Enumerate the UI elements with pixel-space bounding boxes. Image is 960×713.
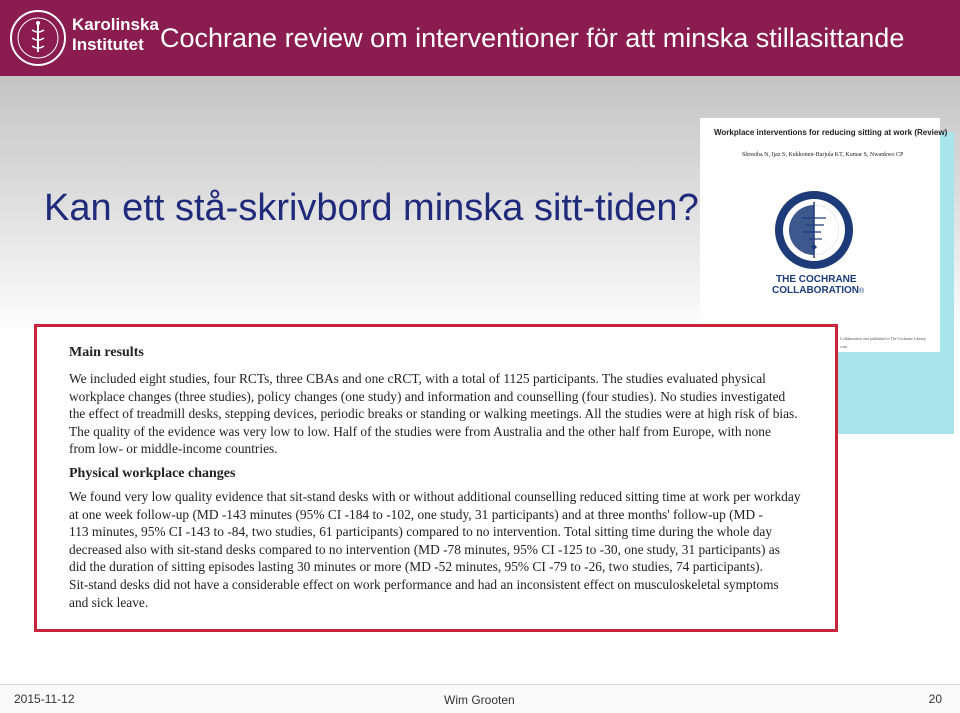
footer-date: 2015-11-12 bbox=[14, 692, 75, 706]
excerpt-line: at one week follow-up (MD -143 minutes (95% CI -184 to -102, one study, 31 participants) and at three months' follow-up (MD - bbox=[69, 506, 763, 522]
review-cover-title: Workplace interventions for reducing sitting at work (Review) bbox=[714, 128, 948, 137]
excerpt-paragraph-1 bbox=[69, 370, 798, 458]
slide-question: Kan ett stå-skrivbord minska sitt-tiden? bbox=[44, 187, 699, 229]
registered-mark: ® bbox=[859, 288, 865, 295]
review-cover-note: Collaboration and published in The Cochrane Library bbox=[840, 336, 926, 341]
cochrane-logo-icon bbox=[772, 188, 856, 272]
slide-title: Cochrane review om interventioner för att minska stillasittande bbox=[160, 23, 905, 53]
excerpt-line: 113 minutes, 95% CI -143 to -84, two studies, 61 participants) compared to no intervention. Total sitting time during the whole day bbox=[69, 524, 773, 540]
slide-number: 20 bbox=[928, 692, 942, 706]
karolinska-logo bbox=[8, 8, 159, 70]
review-cover-image bbox=[700, 118, 948, 352]
excerpt-line: Sit-stand desks did not have a considerable effect on work performance and had an inconsistent effect on musculoskeletal symptoms bbox=[69, 576, 779, 592]
slide-footer bbox=[0, 684, 960, 713]
slide-header bbox=[0, 0, 960, 76]
karolinska-seal-icon bbox=[8, 8, 68, 68]
excerpt-line: from low- or middle-income countries. bbox=[69, 441, 278, 457]
excerpt-paragraph-2 bbox=[69, 488, 801, 611]
footer-author: Wim Grooten bbox=[444, 693, 515, 707]
excerpt-subheading: Physical workplace changes bbox=[69, 465, 236, 481]
logo-text-line2: Institutet bbox=[72, 35, 144, 54]
excerpt-line: the effect of treadmill desks, stepping devices, periodic breaks or standing or walking meetings. All the studies were at high risk of bias. bbox=[69, 406, 798, 422]
cochrane-org-line2 bbox=[772, 285, 864, 296]
cochrane-org-line2-text: COLLABORATION bbox=[772, 285, 860, 296]
excerpt-line: We found very low quality evidence that sit-stand desks with or without additional counselling reduced sitting time at work per workday bbox=[69, 488, 801, 504]
excerpt-line: workplace changes (three studies), policy changes (one study) and information and counselling (four studies). No studies investigated bbox=[69, 388, 786, 404]
main-results-excerpt bbox=[34, 324, 838, 632]
excerpt-line: did the duration of sitting episodes lasting 30 minutes or more (MD -52 minutes, 95% CI -79 to -26, two studies, 74 participants). bbox=[69, 559, 763, 575]
excerpt-line: and sick leave. bbox=[69, 594, 149, 610]
excerpt-line: We included eight studies, four RCTs, three CBAs and one cRCT, with a total of 1125 participants. The studies evaluated physical bbox=[69, 371, 766, 386]
cochrane-org-line1: THE COCHRANE bbox=[776, 274, 857, 285]
review-cover-authors: Shrestha N, Ijaz S, Kukkonen-Harjula KT, Kumar S, Nwankwo CP bbox=[742, 152, 904, 158]
logo-text-line1: Karolinska bbox=[72, 15, 159, 34]
excerpt-line: The quality of the evidence was very low to low. Half of the studies were from Australia and the other half from Europe, with none bbox=[69, 423, 771, 439]
excerpt-line: decreased also with sit-stand desks compared to no intervention (MD -78 minutes, 95% CI -125 to -30, one study, 31 participants) as bbox=[69, 541, 780, 557]
excerpt-heading: Main results bbox=[69, 345, 144, 360]
review-cover-note-2: com bbox=[840, 344, 847, 349]
